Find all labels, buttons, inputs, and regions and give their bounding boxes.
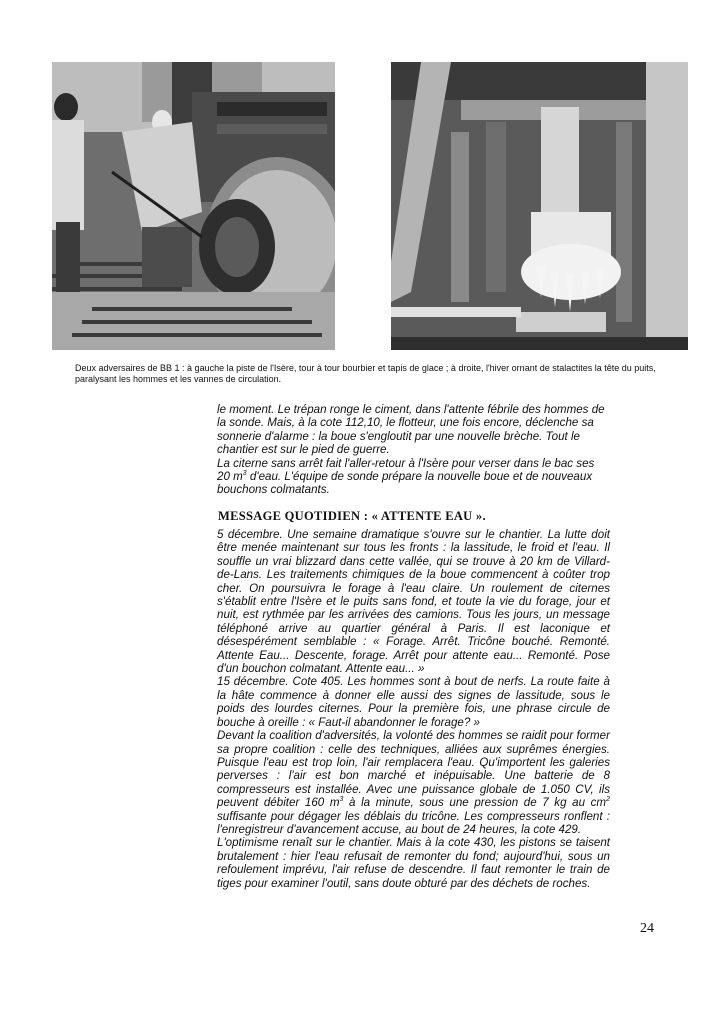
intro-text xyxy=(217,403,610,497)
body-paragraph: 15 décembre. Cote 405. Les hommes sont à bout de nerfs. La route faite à la hâte commence à donner elle aussi des signes de lassitude, sous le poids des lourdes citernes. Pour la première fois, une phrase circule de bouche à oreille : « Faut-il abandonner le forage? » xyxy=(217,675,610,729)
section-heading: MESSAGE QUOTIDIEN : « ATTENTE EAU ». xyxy=(218,509,486,523)
page-number: 24 xyxy=(640,921,654,936)
well-site-mud-photo xyxy=(52,62,335,350)
intro-paragraph: La citerne sans arrêt fait l'aller-retour à l'Isère pour verser dans le bac ses 20 $m^3$ d'eau. L'équipe de sonde prépare la nouvelle boue et de nouveaux bouchons colmatants. xyxy=(217,456,595,497)
body-paragraph: 5 décembre. Une semaine dramatique s'ouvre sur le chantier. La lutte doit être menée maintenant sur tous les fronts : la lassitude, le froid et l'eau. Il souffle un vrai blizzard dans cette vallée, qui se trouve à 20 km de Villard-de-Lans. Les traitements chimiques de la boue commencent à coûter trop cher. On poursuivra le forage à l'eau claire. Un roulement de citernes s'établit entre l'Isère et le puits sans fond, et toute la vie du forage, jour et nuit, est rythmée par les arrivées des camions. Tous les jours, un message téléphoné arrive au quartier général à Paris. Il est laconique et désespérément semblable : « Forage. Arrêt. Tricône bouché. Remonté. Attente Eau... Descente, forage. Arrêt pour attente eau... Remonté. Pose d'un bouchon colmatant. Attente eau... » xyxy=(217,528,610,676)
section-body xyxy=(217,528,610,890)
body-paragraph: Devant la coalition d'adversités, la volonté des hommes se raidit pour former sa propre coalition : celle des techniques, alliées aux suprêmes énergies. Puisque l'eau est trop loin, l'air remplacera l'eau. Qu'importent les galeries perverses : l'air est bon marché et inépuisable. Une batterie de 8 compresseurs est installée. Avec une puissance globale de 1.050 CV, ils peuvent débiter 160 $m^3$ à la minute, sous une pression de 7 kg au $cm^2$ suffisante pour dégager les déblais du tricône. Les compresseurs ronflent : l'enregistreur d'avancement accuse, au bout de 24 heures, la cote 429. xyxy=(217,729,610,836)
intro-paragraph: le moment. Le trépan ronge le ciment, dans l'attente fébrile des hommes de la sonde. Mais, à la cote 112,10, le flotteur, une fois encore, déclenche sa sonnerie d'alarme : la boue s'engloutit par une nouvelle brèche. Tout le chantier est sur le pied de guerre. xyxy=(217,403,605,457)
well-head-ice-photo xyxy=(391,62,688,350)
body-paragraph: L'optimisme renaît sur le chantier. Mais à la cote 430, les pistons se taisent brutalement : hier l'eau refusait de remonter du fond; aujourd'hui, sous un refoulement imprévu, l'air refuse de descendre. Il faut remonter le train de tiges pour examiner l'outil, sans doute obturé par des déchets de roches. xyxy=(217,836,610,890)
figure-caption: Deux adversaires de BB 1 : à gauche la piste de l'Isère, tour à tour bourbier et tapis de glace ; à droite, l'hiver ornant de stalactites la tête du puits, paralysant les hommes et les vannes de circulation. xyxy=(75,363,656,384)
